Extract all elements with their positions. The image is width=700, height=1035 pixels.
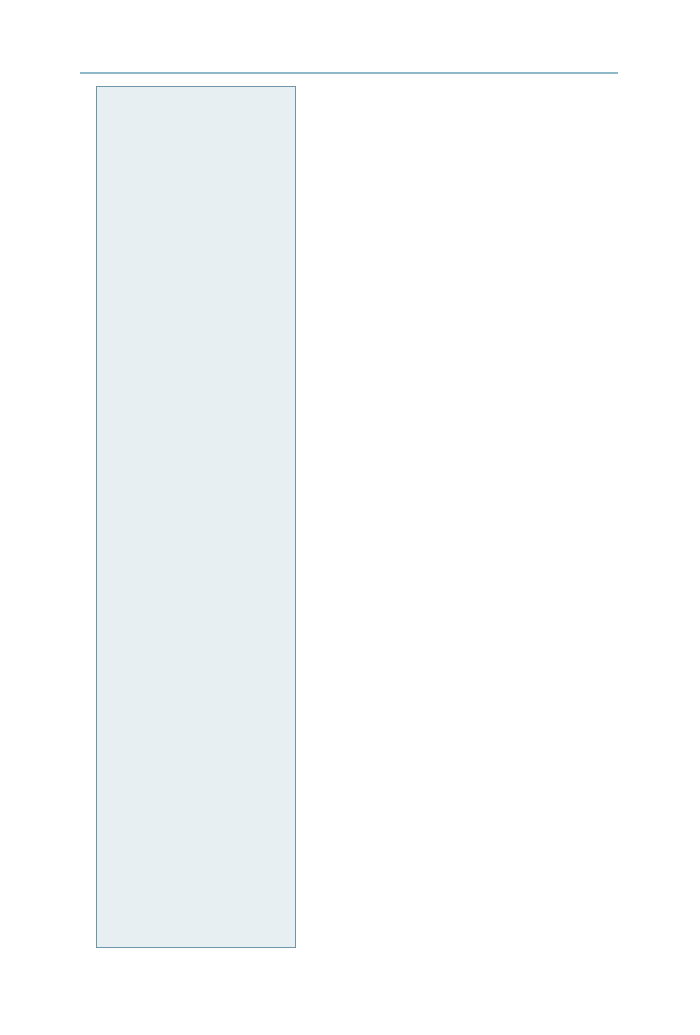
- facts-sidebar: [96, 86, 296, 948]
- main-text: [316, 80, 616, 94]
- header-rule: [80, 72, 618, 74]
